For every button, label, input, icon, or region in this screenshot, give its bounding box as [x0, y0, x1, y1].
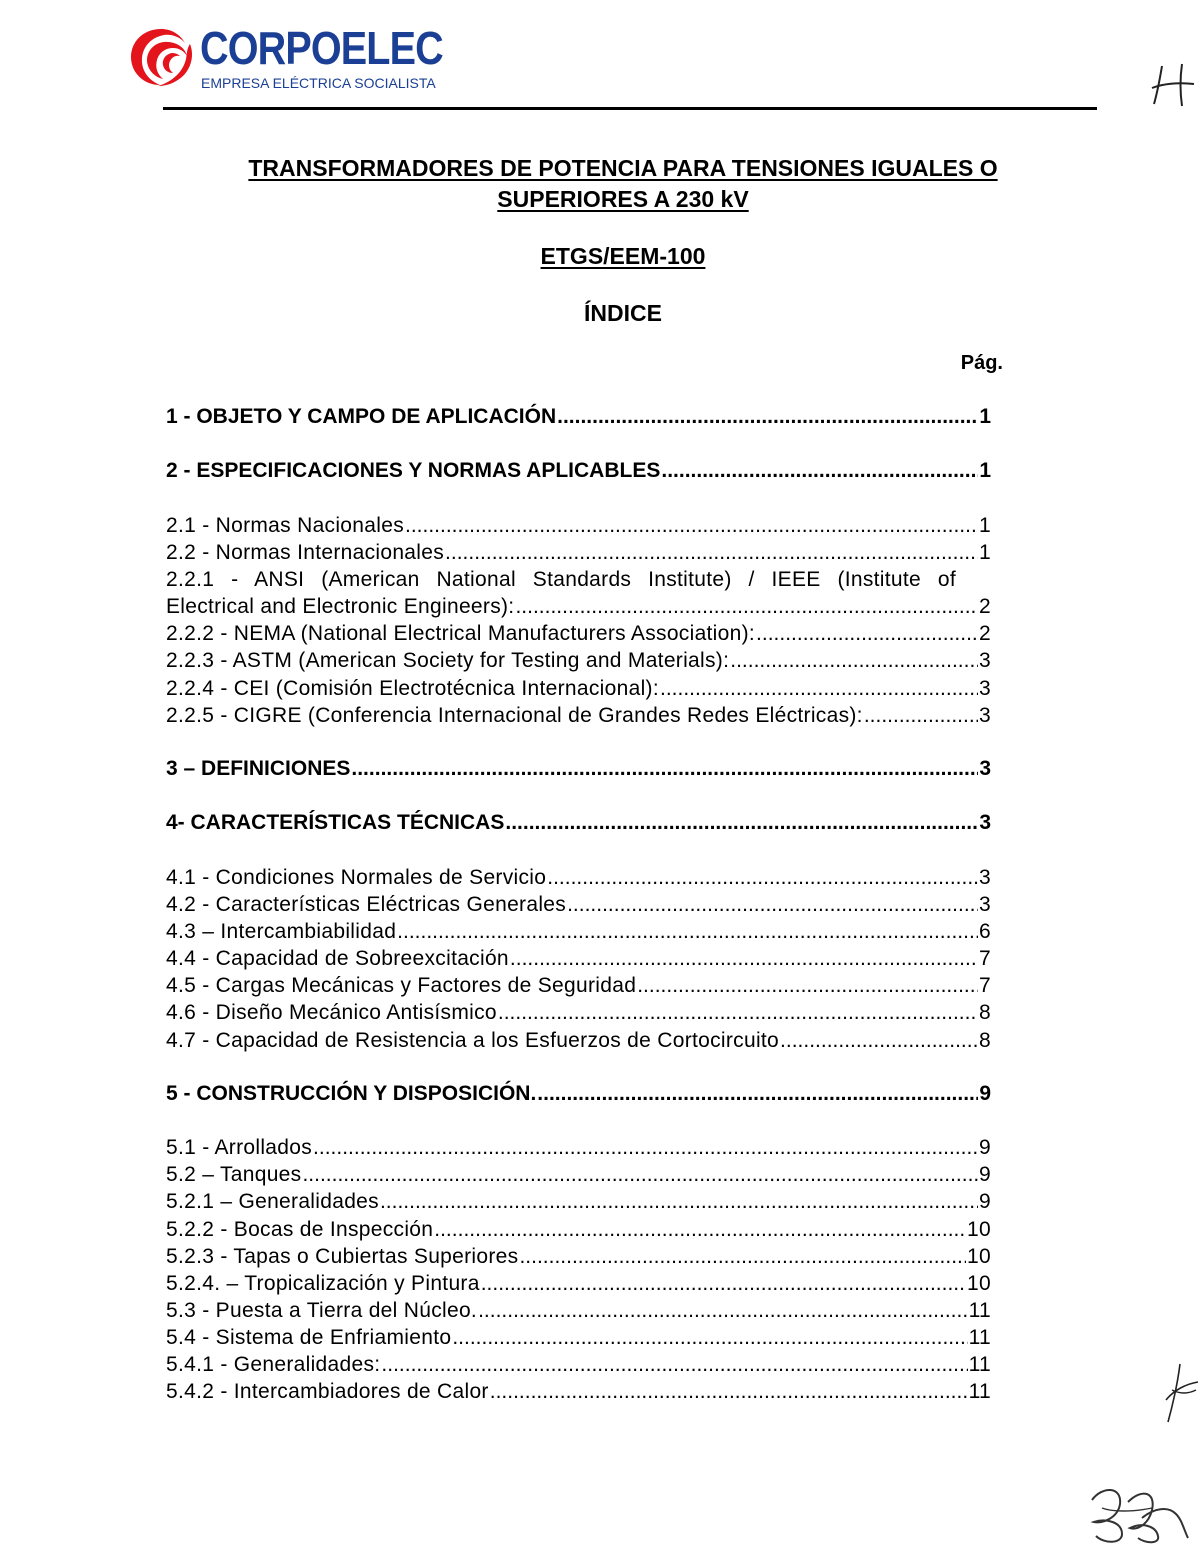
toc-entry-title: 1 - OBJETO Y CAMPO DE APLICACIÓN	[166, 405, 557, 428]
toc-leader	[505, 809, 978, 836]
toc-entry[interactable]	[166, 1080, 991, 1107]
toc-entry-title: Electrical and Electronic Engineers):	[166, 595, 515, 618]
toc-leader	[515, 593, 978, 620]
document-title	[150, 153, 1096, 215]
toc-entry-title: 5.4.2 - Intercambiadores de Calor	[166, 1380, 489, 1403]
toc-leader	[381, 1351, 967, 1378]
toc-leader	[434, 1216, 966, 1243]
toc-entry-title: 4.2 - Características Eléctricas Generales	[166, 893, 567, 916]
toc-entry[interactable]	[166, 809, 991, 836]
toc-entry-title: 5.2.1 – Generalidades	[166, 1190, 379, 1213]
toc-entry-title: 5.4.1 - Generalidades:	[166, 1353, 381, 1376]
toc-leader	[498, 999, 978, 1026]
toc-entry-title: 5.2.2 - Bocas de Inspección	[166, 1218, 434, 1241]
toc-entry[interactable]	[166, 945, 991, 972]
toc-leader	[567, 891, 978, 918]
toc-page-number: 1	[979, 541, 991, 564]
toc-leader	[557, 403, 978, 430]
toc-entry[interactable]	[166, 1243, 991, 1270]
toc-leader	[351, 755, 978, 782]
logo-wordmark: CORPOELEC	[200, 22, 443, 74]
toc-page-number: 3	[979, 704, 991, 727]
toc-entry-title-first-line[interactable]: 2.2.1 - ANSI (American National Standards Institute) / IEEE (Institute of	[166, 568, 956, 591]
toc-leader	[380, 1188, 978, 1215]
toc-entry-title: 4.4 - Capacidad de Sobreexcitación	[166, 947, 509, 970]
toc-entry-title: 5.2 – Tanques	[166, 1163, 302, 1186]
toc-entry-title: 4.7 - Capacidad de Resistencia a los Esfuerzos de Cortocircuito	[166, 1029, 780, 1052]
toc-page-number: 2	[979, 595, 991, 618]
toc-entry[interactable]	[166, 1216, 991, 1243]
toc-entry[interactable]	[166, 1270, 991, 1297]
toc-page-number: 8	[979, 1001, 991, 1024]
handwritten-initial-icon	[1148, 60, 1196, 110]
toc-entry-title: 4- CARACTERÍSTICAS TÉCNICAS	[166, 811, 505, 834]
toc-leader	[661, 457, 978, 484]
toc-page-number: 1	[979, 514, 991, 537]
toc-leader	[490, 1378, 968, 1405]
toc-entry-title: 5.1 - Arrollados	[166, 1136, 313, 1159]
toc-entry-title: 4.5 - Cargas Mecánicas y Factores de Seguridad	[166, 974, 637, 997]
toc-leader	[302, 1161, 978, 1188]
toc-entry[interactable]	[166, 918, 991, 945]
document-title-line1: TRANSFORMADORES DE POTENCIA PARA TENSIONES IGUALES O	[248, 155, 998, 181]
toc-entry-title: 2.2.2 - NEMA (National Electrical Manufacturers Association):	[166, 622, 756, 645]
toc-page-number: 9	[979, 1136, 991, 1159]
toc-entry[interactable]	[166, 755, 991, 782]
toc-leader	[660, 675, 978, 702]
toc-page-number: 10	[967, 1218, 991, 1241]
toc-entry[interactable]	[166, 512, 991, 539]
toc-leader	[478, 1297, 968, 1324]
toc-page-number: 1	[979, 405, 991, 428]
toc-entry-title: 5.3 - Puesta a Tierra del Núcleo.	[166, 1299, 478, 1322]
toc-leader	[445, 539, 978, 566]
handwritten-mark-icon	[1158, 1360, 1200, 1430]
toc-page-number: 3	[979, 893, 991, 916]
toc-entry-title: 2.2.5 - CIGRE (Conferencia Internacional de Grandes Redes Eléctricas):	[166, 704, 863, 727]
toc-leader	[756, 620, 978, 647]
toc-entry[interactable]	[166, 403, 991, 430]
page-column-label: Pág.	[960, 352, 1003, 374]
toc-entry[interactable]	[166, 593, 991, 620]
toc-entry[interactable]	[166, 1188, 991, 1215]
toc-entry[interactable]	[166, 539, 991, 566]
toc-entry[interactable]	[166, 891, 991, 918]
toc-entry-title: 2.2 - Normas Internacionales	[166, 541, 445, 564]
toc-page-number: 3	[979, 757, 991, 780]
toc-page-number: 11	[968, 1326, 991, 1349]
signature-icon	[1082, 1478, 1192, 1548]
document-code-text: ETGS/EEM-100	[540, 243, 706, 269]
toc-entry-title: 5.2.3 - Tapas o Cubiertas Superiores	[166, 1245, 519, 1268]
toc-entry-title: 4.1 - Condiciones Normales de Servicio	[166, 866, 547, 889]
toc-page-number: 10	[967, 1272, 991, 1295]
toc-page-number: 6	[979, 920, 991, 943]
toc-leader	[637, 972, 978, 999]
toc-entry-title: 5 - CONSTRUCCIÓN Y DISPOSICIÓN.	[166, 1082, 537, 1105]
toc-page-number: 8	[979, 1029, 991, 1052]
document-code	[150, 241, 1096, 272]
index-heading: ÍNDICE	[584, 300, 662, 326]
header-rule	[163, 107, 1097, 110]
toc-page-number: 9	[979, 1190, 991, 1213]
toc-entry-title: 4.3 – Intercambiabilidad	[166, 920, 397, 943]
toc-page-number: 3	[979, 811, 991, 834]
toc-entry[interactable]	[166, 1027, 991, 1054]
toc-entry-title: 5.2.4. – Tropicalización y Pintura	[166, 1272, 480, 1295]
toc-page-number: 3	[979, 866, 991, 889]
toc-page-number: 3	[979, 649, 991, 672]
toc-leader	[547, 864, 978, 891]
toc-leader	[537, 1080, 978, 1107]
toc-leader	[397, 918, 978, 945]
toc-leader	[730, 647, 978, 674]
toc-entry[interactable]	[166, 647, 991, 674]
toc-entry[interactable]	[166, 864, 991, 891]
corpoelec-logo-icon	[128, 26, 194, 88]
toc-leader	[510, 945, 978, 972]
toc-leader	[864, 702, 978, 729]
toc-page-number: 1	[979, 459, 991, 482]
toc-entry[interactable]	[166, 972, 991, 999]
toc-entry[interactable]	[166, 1297, 991, 1324]
toc-leader	[481, 1270, 966, 1297]
toc-page-number: 10	[967, 1245, 991, 1268]
toc-entry-title: 5.4 - Sistema de Enfriamiento	[166, 1326, 452, 1349]
toc-entry-title: 2.2.4 - CEI (Comisión Electrotécnica Internacional):	[166, 677, 659, 700]
toc-leader	[452, 1324, 967, 1351]
document-header	[0, 0, 1200, 115]
toc-entry[interactable]	[166, 1324, 991, 1351]
toc-page-number: 7	[979, 974, 991, 997]
toc-page-number: 11	[968, 1380, 991, 1403]
toc-entry[interactable]	[166, 1351, 991, 1378]
toc-entry-title: 3 – DEFINICIONES	[166, 757, 351, 780]
toc-leader	[519, 1243, 966, 1270]
toc-entry[interactable]	[166, 702, 991, 729]
toc-entry[interactable]	[166, 620, 991, 647]
toc-entry[interactable]	[166, 457, 991, 484]
toc-page-number: 9	[979, 1163, 991, 1186]
toc-page-number: 7	[979, 947, 991, 970]
toc-page-number: 3	[979, 677, 991, 700]
toc-entry-title: 2.1 - Normas Nacionales	[166, 514, 404, 537]
toc-entry[interactable]	[166, 1134, 991, 1161]
toc-leader	[780, 1027, 978, 1054]
toc-entry-title: 2.2.3 - ASTM (American Society for Testing and Materials):	[166, 649, 730, 672]
toc-page-number: 9	[979, 1082, 991, 1105]
toc-page-number: 11	[968, 1299, 991, 1322]
toc-leader	[405, 512, 978, 539]
logo-tagline: EMPRESA ELÉCTRICA SOCIALISTA	[201, 75, 436, 91]
toc-leader	[313, 1134, 978, 1161]
document-title-line2: SUPERIORES A 230 kV	[497, 186, 749, 212]
toc-entry-title: 4.6 - Diseño Mecánico Antisísmico	[166, 1001, 497, 1024]
toc-entry[interactable]	[166, 675, 991, 702]
toc-page-number: 2	[979, 622, 991, 645]
toc-entry-title: 2 - ESPECIFICACIONES Y NORMAS APLICABLES	[166, 459, 661, 482]
toc-page-number: 11	[968, 1353, 991, 1376]
toc-entry[interactable]	[166, 1161, 991, 1188]
toc-entry[interactable]	[166, 999, 991, 1026]
toc-entry[interactable]	[166, 1378, 991, 1405]
